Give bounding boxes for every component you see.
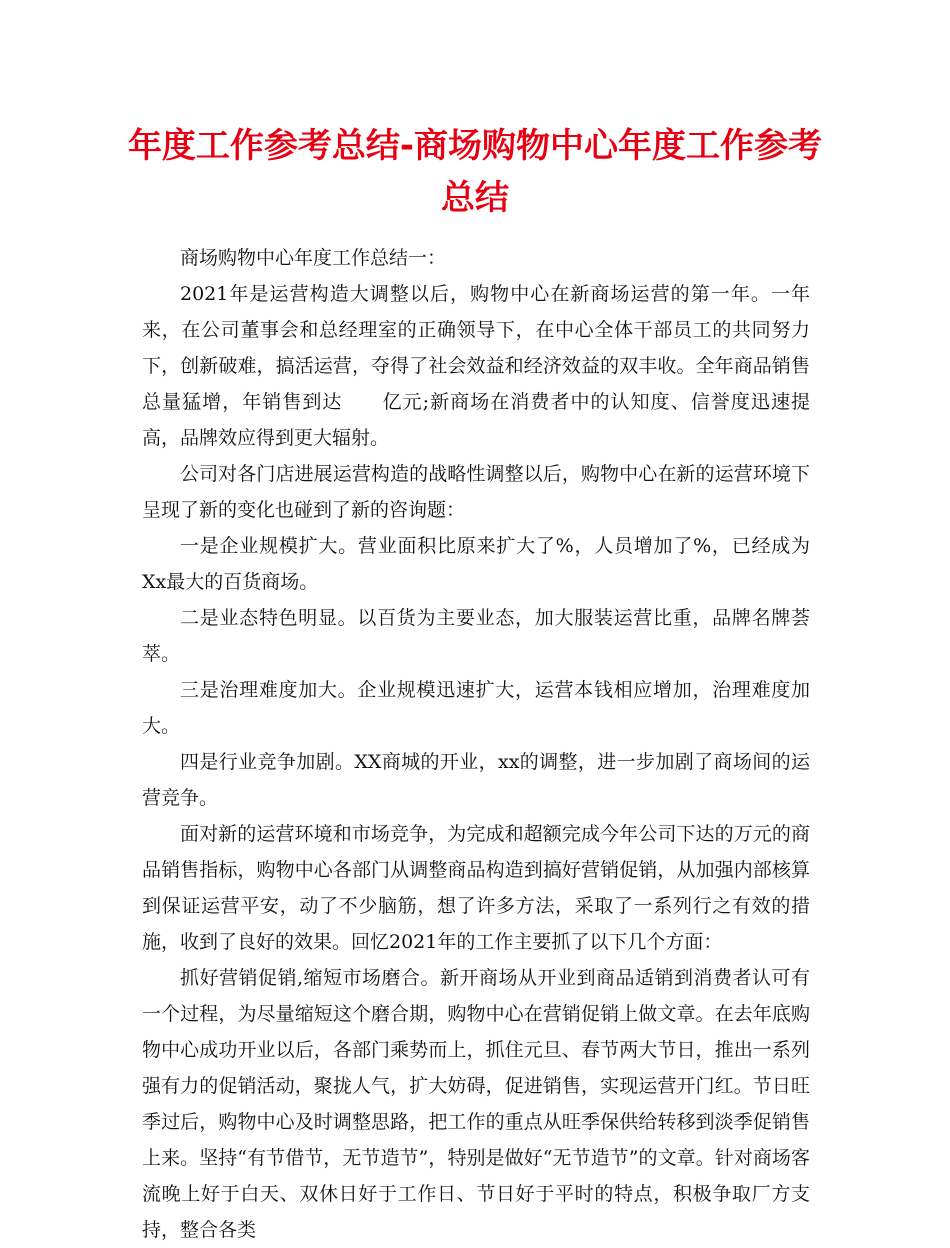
document-title: 年度工作参考总结-商场购物中心年度工作参考总结 — [127, 126, 823, 218]
paragraph: 三是治理难度加大。企业规模迅速扩大，运营本钱相应增加，治理难度加大。 — [142, 679, 810, 737]
document-body — [142, 240, 810, 1248]
paragraph: 公司对各门店进展运营构造的战略性调整以后，购物中心在新的运营环境下呈现了新的变化也碰到了新的咨询题： — [142, 463, 810, 521]
paragraph: 四是行业竞争加剧。XX商城的开业，xx的调整，进一步加剧了商场间的运营竞争。 — [142, 751, 810, 809]
paragraph: 商场购物中心年度工作总结一： — [180, 247, 447, 269]
paragraph: 2021年是运营构造大调整以后，购物中心在新商场运营的第一年。一年来，在公司董事会和总经理室的正确领导下，在中心全体干部员工的共同努力下，创新破难，搞活运营，夺得了社会效益和经济效益的双丰收。全年商品销售总量猛增，年销售到达 亿元;新商场在消费者中的认知度、信誉度迅速提高，品牌效应得到更大辐射。 — [142, 283, 810, 449]
paragraph: 抓好营销促销,缩短市场磨合。新开商场从开业到商品适销到消费者认可有一个过程，为尽量缩短这个磨合期，购物中心在营销促销上做文章。在去年底购物中心成功开业以后，各部门乘势而上，抓住元旦、春节两大节日，推出一系列强有力的促销活动，聚拢人气，扩大妨碍，促进销售，实现运营开门红。节日旺季过后，购物中心及时调整思路，把工作的重点从旺季保供给转移到淡季促销售上来。坚持“有节借节，无节造节”，特别是做好“无节造节”的文章。针对商场客流晚上好于白天、双休日好于工作日、节日好于平时的特点，积极争取厂方支持，整合各类 — [142, 967, 810, 1241]
paragraph: 面对新的运营环境和市场竞争，为完成和超额完成今年公司下达的万元的商品销售指标，购物中心各部门从调整商品构造到搞好营销促销，从加强内部核算到保证运营平安，动了不少脑筋，想了许多方法，采取了一系列行之有效的措施，收到了良好的效果。回忆2021年的工作主要抓了以下几个方面： — [142, 823, 810, 953]
paragraph: 一是企业规模扩大。营业面积比原来扩大了%，人员增加了%，已经成为Xx最大的百货商场。 — [142, 535, 810, 593]
paragraph: 二是业态特色明显。以百货为主要业态，加大服装运营比重，品牌名牌荟萃。 — [142, 607, 810, 665]
